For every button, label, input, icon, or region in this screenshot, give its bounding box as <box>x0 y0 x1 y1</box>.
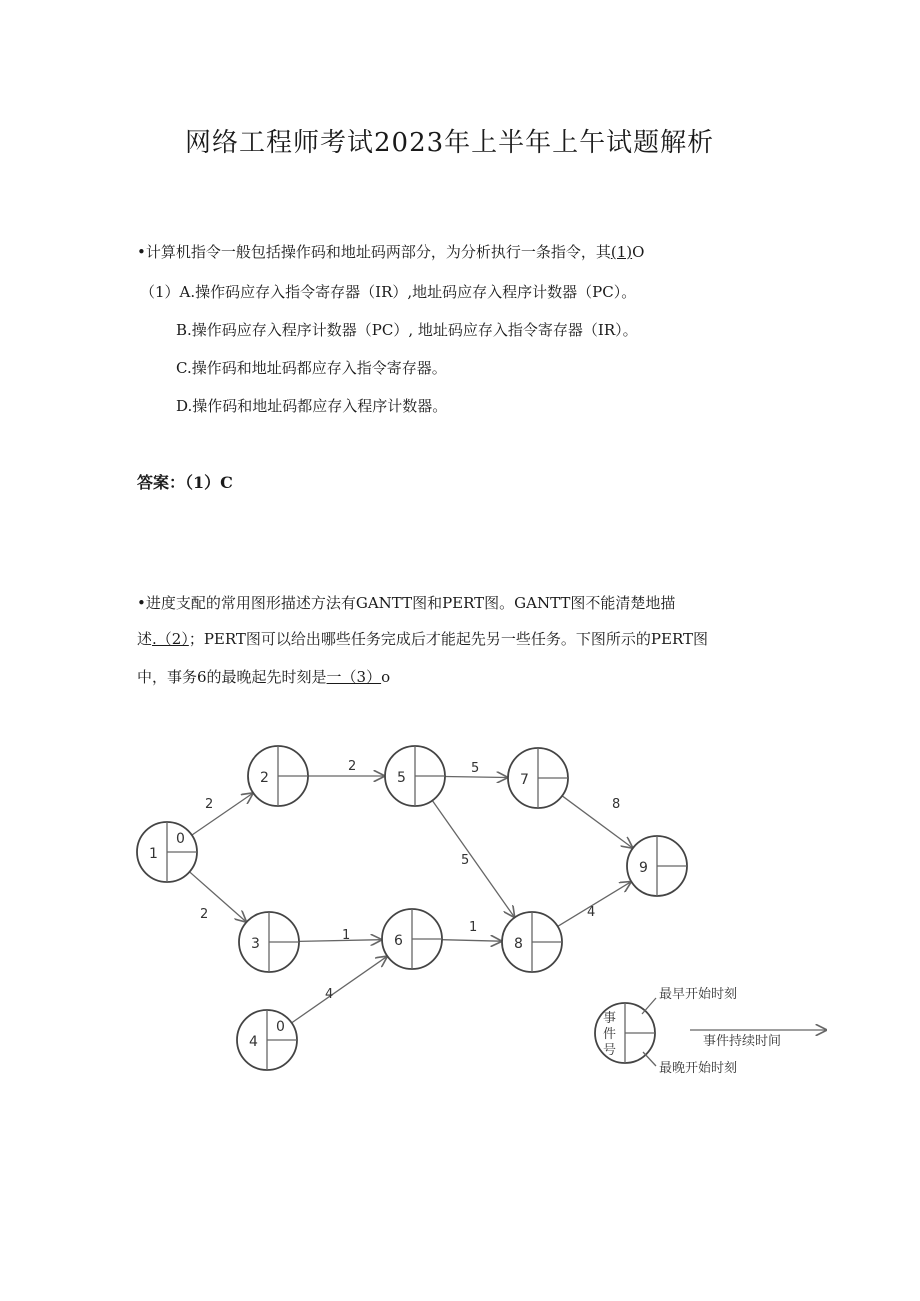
edge-duration-2-5: 2 <box>348 759 357 774</box>
pert-legend <box>595 987 826 1076</box>
question-1-answer: 答案：（1）C <box>137 473 233 492</box>
node-6 <box>382 909 442 969</box>
page-title: 网络工程师考试2023年上半年上午试题解析 <box>185 128 715 158</box>
node-3 <box>239 912 299 972</box>
node-2 <box>248 746 308 806</box>
legend-latest-pointer <box>643 1052 656 1066</box>
node-4-number: 4 <box>249 1034 258 1050</box>
node-7 <box>508 748 568 808</box>
node-7-number: 7 <box>520 772 529 788</box>
edge-5-8 <box>432 801 514 917</box>
question-2-line-3-post: o <box>381 668 391 686</box>
node-5 <box>385 746 445 806</box>
edge-duration-5-7: 5 <box>471 761 480 776</box>
node-9 <box>627 836 687 896</box>
edge-1-3 <box>190 872 246 922</box>
edge-1-2 <box>192 794 253 836</box>
question-1-option-d: D.操作码和地址码都应存入程序计数器。 <box>176 397 448 415</box>
question-1-stem-text: •计算机指令一般包括操作码和地址码两部分，为分析执行一条指令，其 <box>137 243 611 261</box>
edge-duration-8-9: 4 <box>587 905 596 920</box>
legend-latest-label: 最晚开始时刻 <box>659 1061 738 1076</box>
node-8 <box>502 912 562 972</box>
edge-4-6 <box>292 957 387 1023</box>
question-2-blank-3: 一（3） <box>326 668 382 686</box>
legend-earliest-label: 最早开始时刻 <box>659 987 738 1002</box>
edge-6-8 <box>442 940 501 942</box>
edge-7-9 <box>562 796 632 848</box>
question-1-option-a: （1）A.操作码应存入指令寄存器（IR）,地址码应存入程序计数器（PC）。 <box>140 283 637 301</box>
legend-duration-label: 事件持续时间 <box>703 1034 782 1049</box>
question-1-option-b: B.操作码应存入程序计数器（PC）, 地址码应存入指令寄存器（IR）。 <box>176 321 638 339</box>
edge-duration-3-6: 1 <box>342 928 351 943</box>
edge-3-6 <box>299 940 381 942</box>
question-2-line-2-pre: 述 <box>137 630 153 648</box>
question-1-option-c: C.操作码和地址码都应存入指令寄存器。 <box>176 359 447 377</box>
node-6-number: 6 <box>394 933 403 949</box>
node-1-earliest: 0 <box>176 831 185 847</box>
node-3-number: 3 <box>251 936 260 952</box>
node-2-number: 2 <box>260 770 269 786</box>
legend-node-char-3: 号 <box>603 1043 617 1058</box>
legend-node-char-1: 事 <box>603 1011 617 1026</box>
node-4 <box>237 1010 297 1070</box>
edge-duration-5-8: 5 <box>461 853 470 868</box>
node-9-number: 9 <box>639 860 648 876</box>
legend-earliest-pointer <box>642 998 656 1014</box>
node-8-number: 8 <box>514 936 523 952</box>
question-1-stem-end: O <box>632 243 645 261</box>
node-4-earliest: 0 <box>276 1019 285 1035</box>
question-1-blank: (1) <box>610 243 633 261</box>
legend-node-char-2: 件 <box>603 1027 617 1042</box>
edge-duration-7-9: 8 <box>612 797 621 812</box>
question-2-line-1: •进度支配的常用图形描述方法有GANTT图和PERT图。GANTT图不能清楚地描 <box>137 594 676 612</box>
node-1-number: 1 <box>149 846 158 862</box>
edge-duration-4-6: 4 <box>325 987 334 1002</box>
edge-duration-1-2: 2 <box>205 797 214 812</box>
edge-5-7 <box>445 777 507 778</box>
node-5-number: 5 <box>397 770 406 786</box>
node-1 <box>137 822 197 882</box>
edge-duration-1-3: 2 <box>200 907 209 922</box>
question-2-line-3-pre: 中，事务6的最晚起先时刻是 <box>137 668 327 686</box>
question-2-line-2-post: ；PERT图可以给出哪些任务完成后才能起先另一些任务。下图所示的PERT图 <box>188 630 708 648</box>
question-2-blank-2: .（2） <box>152 630 189 648</box>
edge-duration-6-8: 1 <box>469 920 478 935</box>
